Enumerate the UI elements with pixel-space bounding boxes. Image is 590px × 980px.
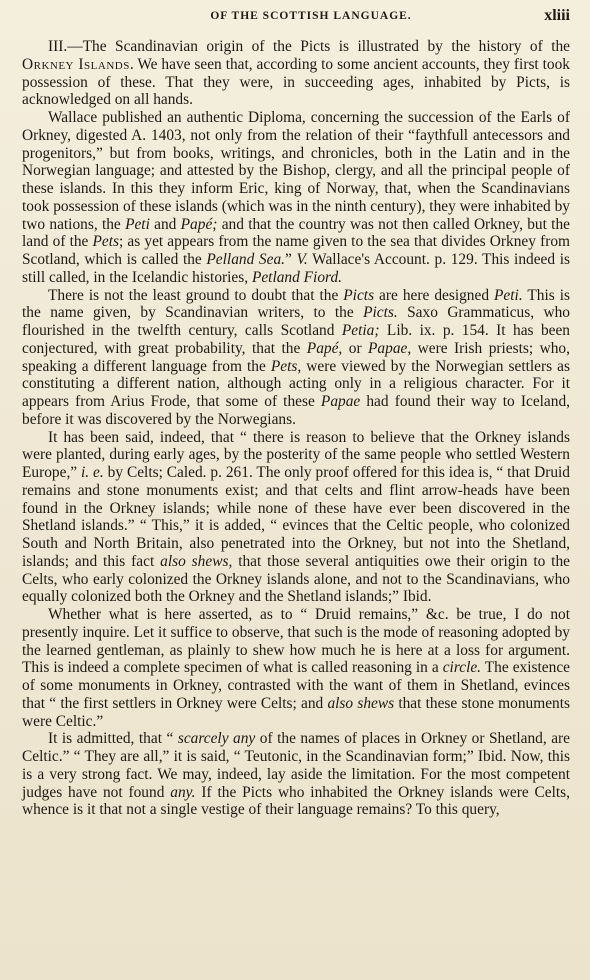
italic-text: Peti. xyxy=(494,286,523,304)
text-run: . We have seen that, according to some ancient accounts, they first took possession of these. That they were, in succeeding ages, inhabited by Picts, is acknowledged on all hands. xyxy=(22,55,571,109)
italic-text: i. e. xyxy=(81,464,104,481)
italic-text: Peti xyxy=(125,215,150,233)
paragraph xyxy=(22,109,570,287)
page-number: xliii xyxy=(544,7,570,24)
text-run: by Celts; Caled. p. 261. The only proof offered for this idea is, “ that Druid remains and stone monuments exist; and that celts and flint arrow-heads have been found in the Orkney islands; while none of these have ever been discovered in the Shetland islands.” “ This,” it is added, “ evinces that the Celtic people, who colonized South and North Britain, also penetrated into the Orkney, but not into the Shetland, islands; and this fact xyxy=(22,464,570,570)
text-run: Saxo Grammaticus, who flourished in the twelfth century, calls Scotland xyxy=(22,304,570,339)
text-run: and xyxy=(149,215,181,233)
italic-text: Petia; xyxy=(341,322,380,339)
text-run: Whether what is here asserted, as to “ Druid remains,” &c. be true, I do not presently inquire. Let it suffice to observe, that such is the mode of reasoning adopted by the learned gentleman, as plainly to shew how much he is here at a loss for argument. This is indeed a complete specimen of what is called reasoning in a xyxy=(22,606,570,677)
italic-text: Pets, xyxy=(270,357,302,375)
italic-text: any. xyxy=(170,783,196,801)
running-head xyxy=(22,6,570,28)
text-run: There is not the least ground to doubt that the xyxy=(48,286,344,304)
text-run: This is the name given, by Scandinavian writers, to the xyxy=(22,286,571,322)
small-caps-text: Orkney Islands xyxy=(22,55,130,73)
text-run: ; as yet appears from the name given to the sea that divides Orkney from Scotland, which is called the xyxy=(22,233,570,268)
text-run: or xyxy=(342,339,369,357)
italic-text: Papé; xyxy=(180,215,218,233)
italic-text: Picts xyxy=(343,286,375,304)
text-run: and that the country was not then called Orkney, but the land of the xyxy=(22,215,570,251)
text-run: that those several antiquities owe their origin to the Celts, who early colonized the Orkney islands alone, and not to the Scandinavians, who equally colonized both the Orkney and the Shetland islands;” Ibid. xyxy=(22,552,570,606)
italic-text: scarcely any xyxy=(177,730,256,748)
italic-text: Papé, xyxy=(306,339,343,357)
paragraph xyxy=(22,730,570,819)
italic-text: Petland Fiord. xyxy=(251,268,342,286)
text-run: were viewed by the Norwegian settlers as constituting a different nation, although acting only in a religious character. For it appears from Arius Frode, that some of these xyxy=(22,357,570,410)
text-run: ” xyxy=(285,251,297,268)
paragraph xyxy=(22,38,570,109)
text-run: had found their way to Iceland, before it was discovered by the Norwegians. xyxy=(22,393,570,428)
text-run: Lib. ix. p. 154. It has been conjectured, with great probability, that the xyxy=(22,322,570,357)
italic-text: Picts. xyxy=(363,304,398,322)
text-run: of the names of places in Orkney or Shetland, are Celtic.” “ They are all,” it is said, “ Teutonic, in the Scandinavian form;” Ibid. Now, this is a very strong fact. We may, indeed, lay aside the limitation. For the most competent judges have not found xyxy=(22,730,571,801)
italic-text: Pets xyxy=(92,233,120,251)
italic-text: circle. xyxy=(442,659,482,677)
text-run: It has been said, indeed, that “ there is reason to believe that the Orkney islands were planted, during early ages, by the posterity of the same people who settled Western Europe,” xyxy=(22,428,570,481)
text-run: that these stone monuments were Celtic.” xyxy=(22,694,570,730)
text-run: If the Picts who inhabited the Orkney islands were Celts, whence is it that not a single vestige of their language remains? To this query, xyxy=(22,783,570,819)
text-run: Wallace published an authentic Diploma, concerning the succession of the Earls of Orkney, digested A. 1403, not only from the relation of their “faythfull antecessors and progenitors,” but from books, writings, and chronicles, both in the Latin and in the Norwegian language; and attested by the Bishop, clergy, and all the principal people of these islands. In this they inform Eric, king of Norway, that, when the Scandinavians took possession of these islands (which was in the ninth century), they were inhabited by two nations, the xyxy=(22,109,570,233)
text-run: It is admitted, that “ xyxy=(48,730,178,748)
running-title: OF THE SCOTTISH LANGUAGE. xyxy=(210,10,412,22)
text-run: are here designed xyxy=(374,286,495,304)
text-run: III.—The Scandinavian origin of the Picts is illustrated by the history of the xyxy=(48,38,570,55)
italic-text: Papae, xyxy=(368,339,412,357)
italic-text: V. xyxy=(296,251,308,268)
text-run: were Irish priests; who, speaking a different language from the xyxy=(22,339,570,375)
paragraph xyxy=(22,287,570,429)
italic-text: also shews, xyxy=(160,552,233,570)
paragraph xyxy=(22,606,570,730)
italic-text: Pelland Sea. xyxy=(206,251,286,268)
italic-text: Papae xyxy=(320,393,361,410)
paragraph xyxy=(22,429,570,607)
text-run: The existence of some monuments in Orkney, contrasted with the want of them in Shetland, evinces that “ the first settlers in Orkney were Celts; and xyxy=(22,659,570,712)
text-run: Wallace's Account. p. 129. This indeed is still called, in the Icelandic histories, xyxy=(22,251,571,286)
body-text xyxy=(22,38,570,819)
italic-text: also shews xyxy=(327,694,395,712)
